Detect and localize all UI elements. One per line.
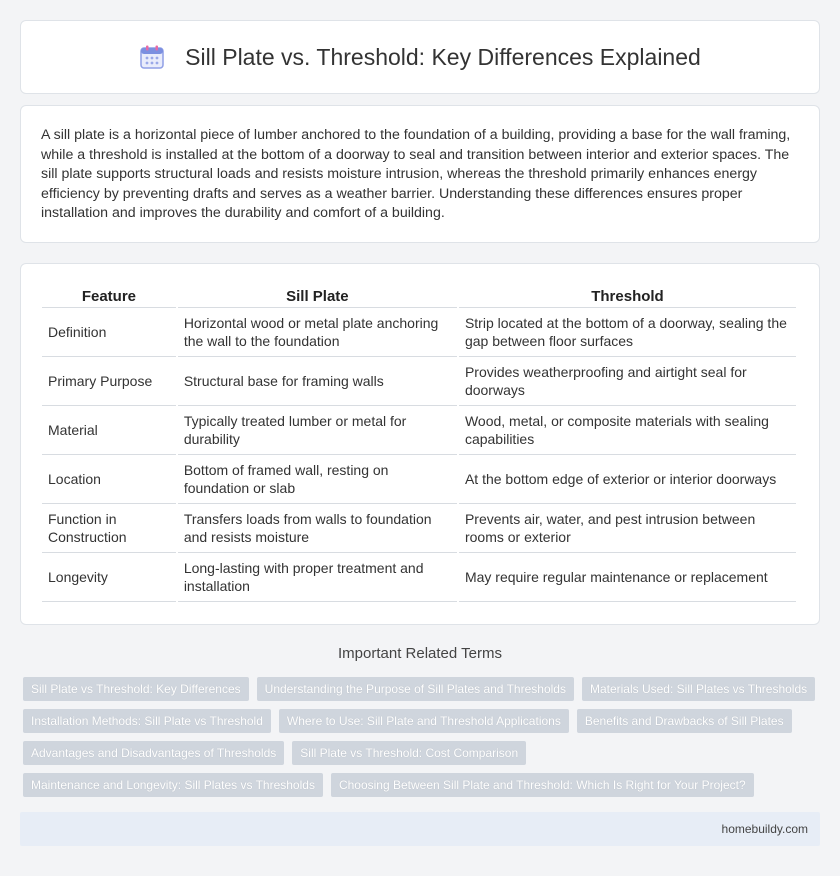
related-term-tag[interactable]: Installation Methods: Sill Plate vs Threshold (23, 709, 271, 733)
table-row (42, 553, 796, 602)
threshold-cell: Wood, metal, or composite materials with sealing capabilities (459, 406, 796, 455)
related-terms-list (23, 677, 823, 805)
sill-plate-cell: Transfers loads from walls to foundation and resists moisture (178, 504, 457, 553)
tag-row (23, 773, 823, 797)
table-row (42, 308, 796, 357)
threshold-cell: Provides weatherproofing and airtight seal for doorways (459, 357, 796, 406)
calendar-icon (139, 44, 165, 70)
comparison-card (20, 263, 820, 625)
tag-row (23, 709, 823, 733)
feature-cell: Primary Purpose (42, 357, 176, 406)
sill-plate-cell: Horizontal wood or metal plate anchoring the wall to the foundation (178, 308, 457, 357)
intro-card (20, 105, 820, 243)
threshold-cell: At the bottom edge of exterior or interior doorways (459, 455, 796, 504)
related-term-tag[interactable]: Where to Use: Sill Plate and Threshold Applications (279, 709, 569, 733)
footer-site-link[interactable]: homebuildy.com (721, 822, 808, 836)
feature-cell: Function in Construction (42, 504, 176, 553)
table-row (42, 406, 796, 455)
header-threshold: Threshold (459, 286, 796, 308)
sill-plate-cell: Long-lasting with proper treatment and installation (178, 553, 457, 602)
related-term-tag[interactable]: Understanding the Purpose of Sill Plates and Thresholds (257, 677, 574, 701)
feature-cell: Definition (42, 308, 176, 357)
tag-row (23, 741, 823, 765)
threshold-cell: Strip located at the bottom of a doorway, sealing the gap between floor surfaces (459, 308, 796, 357)
related-term-tag[interactable]: Sill Plate vs Threshold: Key Differences (23, 677, 249, 701)
header-feature: Feature (42, 286, 176, 308)
sill-plate-cell: Typically treated lumber or metal for durability (178, 406, 457, 455)
threshold-cell: Prevents air, water, and pest intrusion between rooms or exterior (459, 504, 796, 553)
sill-plate-cell: Structural base for framing walls (178, 357, 457, 406)
table-row (42, 455, 796, 504)
footer (20, 812, 820, 846)
title-card (20, 20, 820, 94)
comparison-table (40, 286, 798, 602)
sill-plate-cell: Bottom of framed wall, resting on foundation or slab (178, 455, 457, 504)
related-term-tag[interactable]: Advantages and Disadvantages of Thresholds (23, 741, 284, 765)
related-term-tag[interactable]: Sill Plate vs Threshold: Cost Comparison (292, 741, 526, 765)
intro-text: A sill plate is a horizontal piece of lumber anchored to the foundation of a building, providing a base for the wall framing, while a threshold is installed at the bottom of a doorway to seal and transition between interior and exterior spaces. The sill plate supports structural loads and resists moisture intrusion, whereas the threshold primarily enhances energy efficiency by preventing drafts and serves as a weather barrier. Understanding these differences ensures proper installation and improves the durability and comfort of a building. (41, 127, 791, 221)
feature-cell: Location (42, 455, 176, 504)
related-term-tag[interactable]: Benefits and Drawbacks of Sill Plates (577, 709, 792, 733)
page-title: Sill Plate vs. Threshold: Key Differences Explained (185, 43, 701, 70)
table-row (42, 504, 796, 553)
related-term-tag[interactable]: Choosing Between Sill Plate and Threshold: Which Is Right for Your Project? (331, 773, 754, 797)
header-sill-plate: Sill Plate (178, 286, 457, 308)
related-term-tag[interactable]: Materials Used: Sill Plates vs Thresholds (582, 677, 815, 701)
table-header-row (42, 286, 796, 308)
related-terms-title: Important Related Terms (338, 645, 502, 662)
feature-cell: Longevity (42, 553, 176, 602)
tag-row (23, 677, 823, 701)
feature-cell: Material (42, 406, 176, 455)
related-term-tag[interactable]: Maintenance and Longevity: Sill Plates vs Thresholds (23, 773, 323, 797)
table-row (42, 357, 796, 406)
threshold-cell: May require regular maintenance or replacement (459, 553, 796, 602)
